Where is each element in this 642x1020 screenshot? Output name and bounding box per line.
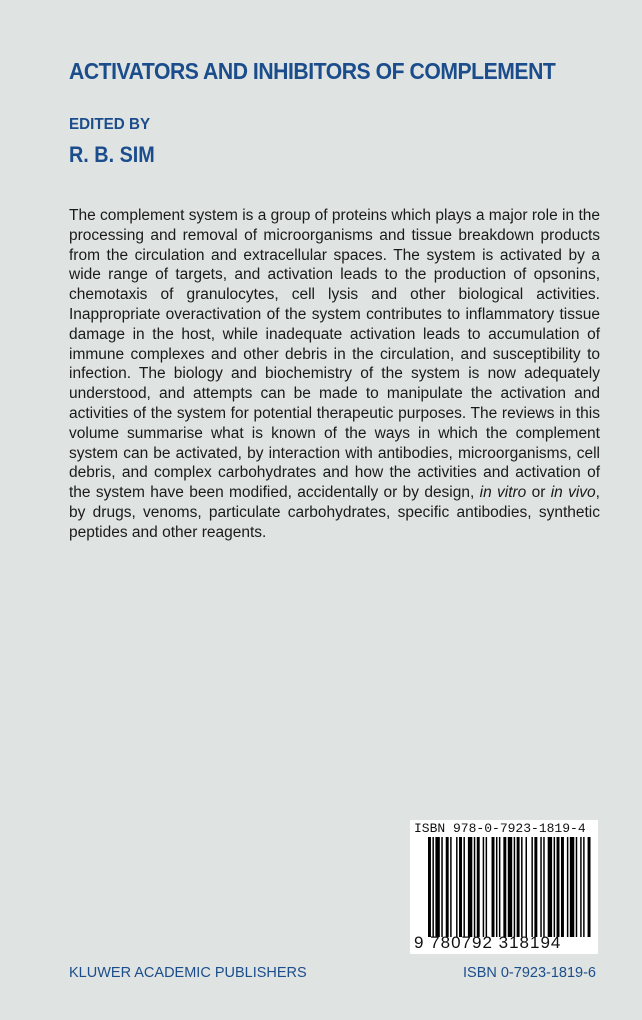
editor-name: R. B. SIM	[69, 142, 155, 167]
barcode-bar	[543, 837, 544, 937]
barcode-bar	[446, 837, 449, 937]
barcode-bar	[534, 837, 537, 937]
barcode-bar	[567, 837, 568, 937]
barcode-bar	[588, 837, 591, 937]
barcode-bar	[548, 837, 552, 937]
barcode-bar	[503, 837, 506, 937]
barcode-bar	[580, 837, 581, 937]
abstract-or: or	[526, 484, 551, 502]
publisher-name: KLUWER ACADEMIC PUBLISHERS	[69, 965, 307, 981]
abstract-part1: The complement system is a group of proteins which plays a major role in the processing and removal of microorganisms and tissue breakdown products from the circulation and extracellular spaces. The system is activated by a wide range of targets, and activation leads to the production of opsonins, chemotaxis of granulocytes, cell lysis and other biological activities. Inappropriate overactivation of the system contributes to inflammatory tissue damage in the host, while inadequate activation leads to accumulation of immune complexes and other debris in the circulation, and susceptibility to infection. The biology and biochemistry of the system is now adequately understood, and attempts can be made to manipulate the activation and activities of the system for potential therapeutic purposes. The reviews in this volume summarise what is known of the ways in which the complement system can be activated, by interaction with antibodies, microorganisms, cell debris, and complex carbohydrates and how the activities and activation of the system have been modified, accidentally or by design,	[69, 207, 600, 502]
isbn10-label: ISBN 0-7923-1819-6	[463, 965, 596, 981]
edited-by-label: EDITED BY	[69, 116, 151, 133]
barcode-bar	[521, 837, 522, 937]
barcode-box	[410, 820, 598, 954]
barcode-bar	[432, 837, 433, 937]
barcode-bar	[492, 837, 495, 937]
barcode-bar	[508, 837, 512, 937]
book-title: ACTIVATORS AND INHIBITORS OF COMPLEMENT	[69, 58, 556, 84]
barcode-bar	[468, 837, 472, 937]
barcode-bar	[486, 837, 487, 937]
barcode-bar	[483, 837, 484, 937]
barcode-bar	[499, 837, 500, 937]
barcode-bar	[531, 837, 532, 937]
barcode-bar	[428, 837, 431, 937]
barcode-bar	[557, 837, 560, 937]
barcode-bars	[428, 837, 592, 937]
abstract-part2: , by drugs, venoms, particulate carbohydrates, specific antibodies, synthetic peptides and other reagents.	[69, 484, 600, 541]
barcode-bar	[561, 837, 564, 937]
abstract-italic-in-vivo: in vivo	[550, 484, 596, 502]
barcode-bar	[435, 837, 439, 937]
barcode-bar	[570, 837, 574, 937]
barcode-bar	[540, 837, 541, 937]
barcode-bar	[456, 837, 457, 937]
barcode-bar	[441, 837, 442, 937]
isbn13-label: ISBN 978-0-7923-1819-4	[414, 821, 586, 836]
barcode-bar	[496, 837, 497, 937]
barcode-bar	[474, 837, 475, 937]
barcode-bar	[514, 837, 515, 937]
barcode-bar	[450, 837, 451, 937]
barcode-digits: 9 780792 318194	[414, 933, 562, 952]
barcode-bar	[554, 837, 555, 937]
barcode-bar	[526, 837, 527, 937]
barcode-bar	[459, 837, 462, 937]
barcode-bar	[463, 837, 464, 937]
abstract-italic-in-vitro: in vitro	[479, 484, 527, 502]
barcode-bar	[517, 837, 520, 937]
barcode-bar	[576, 837, 577, 937]
barcode-bar	[477, 837, 480, 937]
barcode-bar	[583, 837, 584, 937]
abstract-text	[69, 206, 600, 543]
